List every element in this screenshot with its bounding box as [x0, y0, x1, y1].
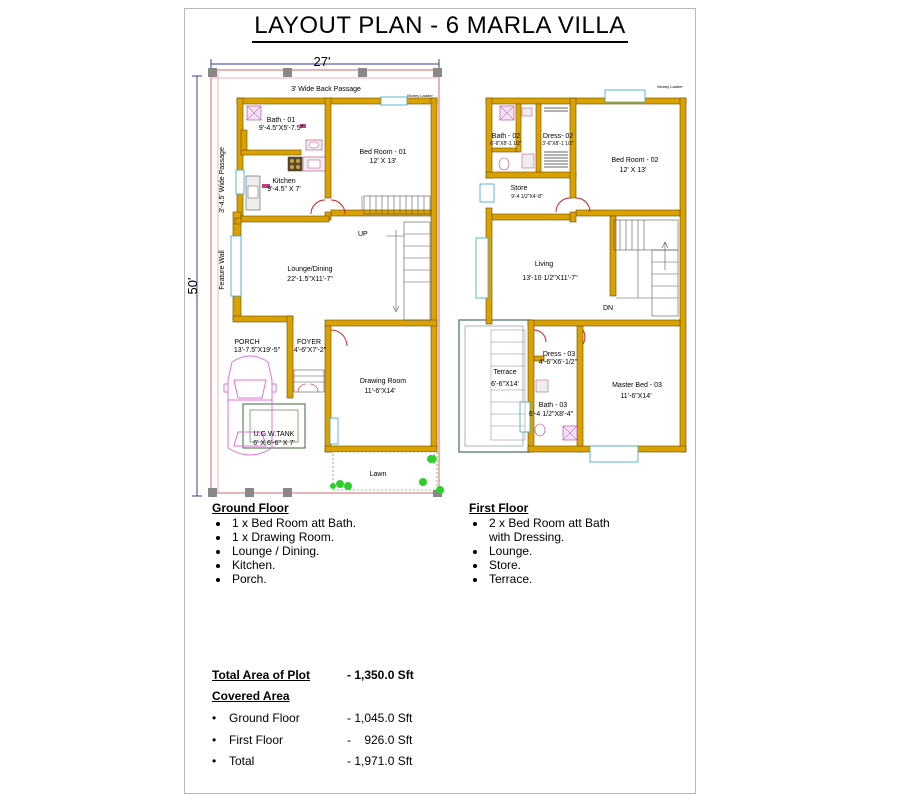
- depth-dimension-label: 50': [185, 277, 200, 295]
- ground-floor-item: • Porch.: [230, 572, 432, 586]
- width-dimension-label: 27': [313, 54, 331, 69]
- first-floor-item: • Lounge.: [487, 544, 629, 558]
- bath-02-label: Bath - 02: [491, 133, 521, 140]
- lawn-label: Lawn: [369, 471, 387, 478]
- foyer-details: [294, 370, 324, 392]
- gf-money-ladder-label: Money Ladder: [407, 93, 433, 98]
- first-floor-item: • Store.: [487, 558, 629, 572]
- kitchen-size: 9'-4.5" X 7': [267, 186, 301, 193]
- covered-row-label: First Floor: [229, 733, 283, 747]
- bath-02-size: 6'-6"X8'-1 1/2": [490, 141, 522, 147]
- first-floor-plan: [459, 84, 686, 462]
- ground-floor-item: • Lounge / Dining.: [230, 544, 432, 558]
- master-bed-size: 11'-6"X14': [620, 393, 652, 400]
- tank-label: U.G.W.TANK: [253, 431, 295, 438]
- living-label: Living: [534, 261, 554, 268]
- first-floor-item: • Terrace.: [487, 572, 629, 586]
- dress-03-size: 4'-6"X6'-1/2": [538, 359, 578, 366]
- living-size: 13'-10 1/2"X11'-7": [522, 275, 578, 282]
- bed-02-label: Bed Room - 02: [611, 157, 659, 164]
- bath-01-label: Bath - 01: [266, 117, 296, 124]
- ground-floor-item: • Kitchen.: [230, 558, 432, 572]
- lawn-area: [330, 452, 444, 494]
- master-bed-label: Master Bed - 03: [612, 382, 662, 389]
- ff-walls: [486, 98, 686, 452]
- first-floor-item: • 2 x Bed Room att Bath with Dressing.: [487, 516, 629, 544]
- lounge-label: Lounge/Dining: [287, 266, 333, 273]
- ground-floor-item: • 1 x Drawing Room.: [230, 530, 432, 544]
- covered-row-value: - 1,971.0 Sft: [347, 754, 413, 768]
- gf-up-label: UP: [358, 231, 368, 238]
- plot-area-label: Total Area of Plot: [212, 668, 311, 682]
- terrace-label: Terrace: [493, 369, 517, 376]
- tank-size: 6' X 6'-6" X 7': [253, 440, 295, 447]
- dress-02-size: 3'-6"X8'-1 1/2": [542, 141, 574, 147]
- ground-floor-plan: [185, 54, 444, 497]
- bath-03-size: 6'-4 1/2"X8'-4": [528, 411, 574, 418]
- bullet-icon: •: [212, 733, 217, 747]
- ff-money-ladder-label: Money Ladder: [657, 84, 683, 89]
- drawing-room-size: 11'-6"X14': [364, 388, 396, 395]
- plot-area-value: - 1,350.0 Sft: [347, 668, 414, 682]
- back-passage-label: 3' Wide Back Passage: [291, 86, 361, 93]
- dress-03-label: Dress - 03: [542, 351, 576, 358]
- foyer-label: FOYER: [296, 339, 322, 346]
- covered-row-label: Total: [229, 754, 255, 768]
- kitchen-label: Kitchen: [272, 178, 296, 185]
- first-floor-list: [469, 501, 629, 586]
- dress-02-label: Dress- 02: [542, 133, 574, 140]
- bed-02-size: 12' X 13': [619, 167, 647, 174]
- terrace-size: 6'-6"X14': [491, 381, 519, 388]
- ff-dn-label: DN: [602, 305, 614, 312]
- bath-01-size: 9'-4.5"X5'-7.5": [258, 125, 304, 132]
- lounge-size: 22'-1.5"X11'-7": [287, 276, 333, 283]
- page-title: LAYOUT PLAN - 6 MARLA VILLA: [184, 12, 696, 43]
- covered-row-value: - 926.0 Sft: [347, 733, 413, 747]
- bath-03-label: Bath - 03: [538, 402, 568, 409]
- foyer-size: 4'-6"X7'-2": [293, 347, 327, 354]
- porch-label: PORCH: [234, 339, 260, 346]
- ground-floor-list: [212, 501, 432, 586]
- ground-floor-heading: Ground Floor: [212, 501, 289, 515]
- drawing-room-label: Drawing Room: [359, 378, 407, 385]
- bath-03-fixtures: [535, 380, 577, 440]
- side-passage-label: 3'-4.5' Wide Passage: [219, 147, 226, 213]
- bed-01-label: Bed Room - 01: [359, 149, 407, 156]
- bed-01-size: 12' X 13': [369, 158, 397, 165]
- covered-row-label: Ground Floor: [229, 711, 300, 725]
- ground-floor-item: • 1 x Bed Room att Bath.: [230, 516, 432, 530]
- store-label: Store: [510, 185, 528, 192]
- store-size: 9'-4 1/2"X4'-8": [511, 194, 543, 200]
- covered-row-value: - 1,045.0 Sft: [347, 711, 413, 725]
- bullet-icon: •: [212, 754, 217, 768]
- ff-staircase: [614, 220, 678, 316]
- bullet-icon: •: [212, 711, 217, 725]
- covered-area-heading: Covered Area: [212, 689, 290, 703]
- first-floor-heading: First Floor: [469, 501, 529, 515]
- porch-size: 13'-7.5"X19'-5": [233, 347, 281, 354]
- feature-wall-label: Feature Wall: [219, 250, 226, 290]
